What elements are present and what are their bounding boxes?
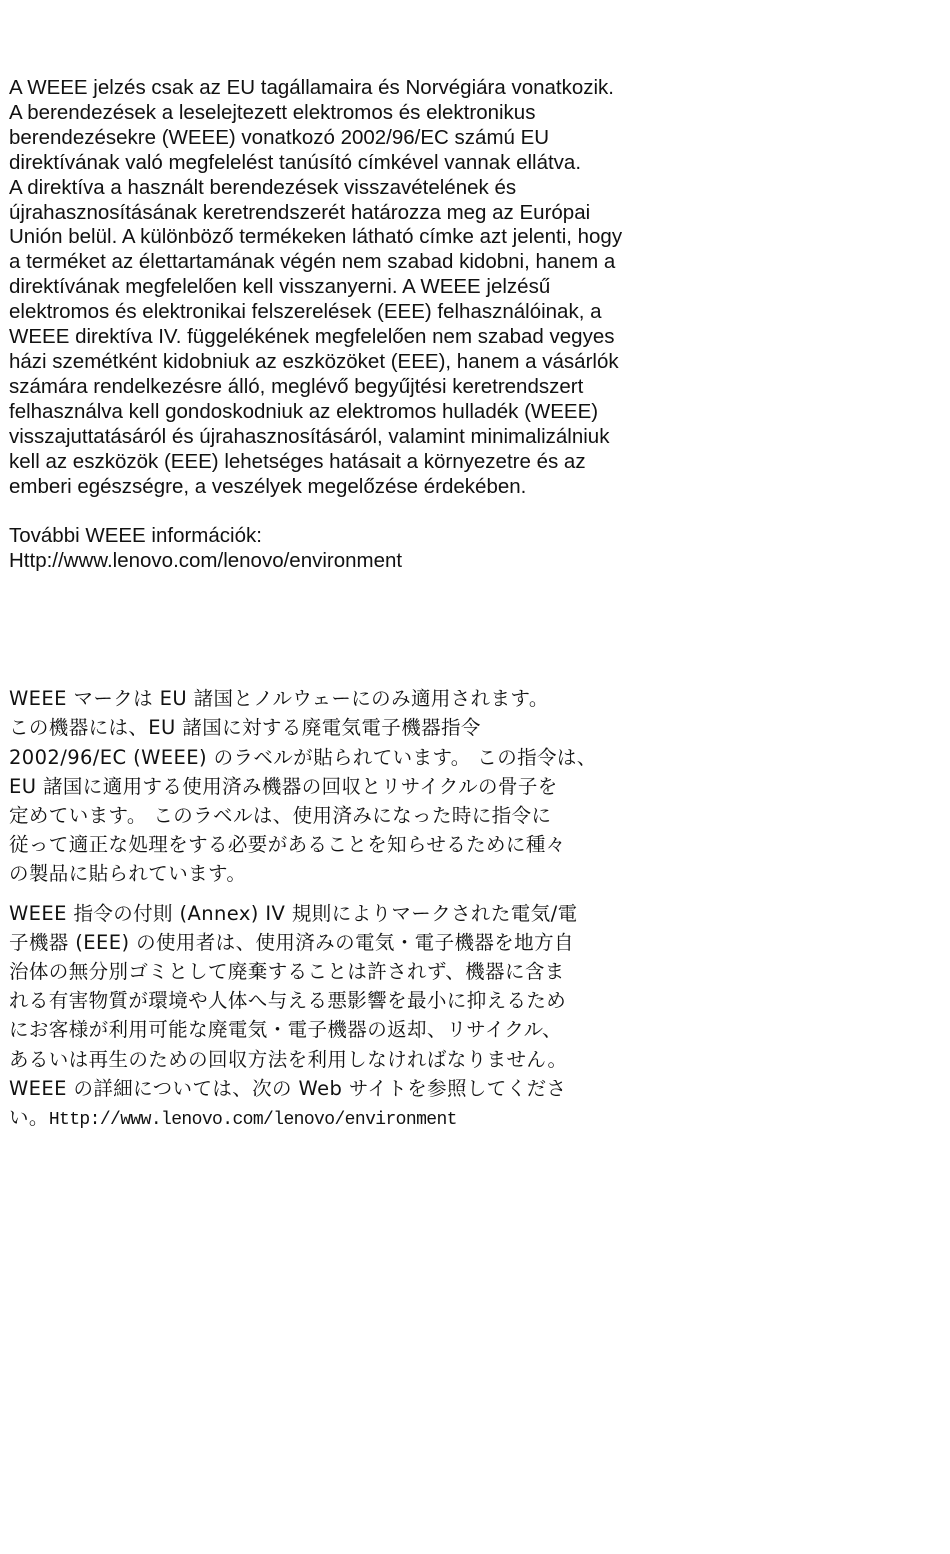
text-line: あるいは再生のための回収方法を利用しなければなりません。 bbox=[9, 1047, 568, 1071]
document-page bbox=[9, 76, 709, 1135]
environment-url: Http://www.lenovo.com/lenovo/environment bbox=[9, 549, 403, 573]
text-line: számára rendelkezésre álló, meglévő begyűjtési keretrendszert bbox=[9, 374, 584, 398]
japanese-weee-notice bbox=[9, 684, 709, 888]
text-line: 定めています。 このラベルは、使用済みになった時に指令に bbox=[9, 804, 552, 828]
japanese-annex-notice bbox=[9, 899, 709, 1136]
text-line: WEEE の詳細については、次の Web サイトを参照してくださ bbox=[9, 1076, 567, 1100]
environment-url: Http://www.lenovo.com/lenovo/environment bbox=[48, 1110, 457, 1131]
text-line bbox=[9, 1103, 709, 1135]
more-info-label: További WEEE információk: bbox=[9, 524, 262, 548]
text-line: a terméket az élettartamának végén nem szabad kidobni, hanem a bbox=[9, 250, 616, 274]
text-line: の製品に貼られています。 bbox=[9, 862, 247, 886]
text-line: felhasználva kell gondoskodniuk az elektromos hulladék (WEEE) bbox=[9, 399, 599, 423]
line-prefix: い。 bbox=[9, 1106, 49, 1130]
hungarian-weee-notice bbox=[9, 76, 709, 574]
text-line: 子機器 (EEE) の使用者は、使用済みの電気・電子機器を地方自 bbox=[9, 930, 574, 954]
text-line: elektromos és elektronikai felszerelések (EEE) felhasználóinak, a bbox=[9, 300, 602, 324]
text-line: WEEE 指令の付則 (Annex) IV 規則によりマークされた電気/電 bbox=[9, 901, 578, 925]
text-line: 2002/96/EC (WEEE) のラベルが貼られています。 この指令は、 bbox=[9, 745, 597, 769]
text-line: direktívának való megfelelést tanúsító címkével vannak ellátva. bbox=[9, 150, 582, 174]
text-line: にお客様が利用可能な廃電気・電子機器の返却、リサイクル、 bbox=[9, 1018, 562, 1042]
text-line: berendezésekre (WEEE) vonatkozó 2002/96/EC számú EU bbox=[9, 125, 550, 149]
text-line: A direktíva a használt berendezések visszavételének és bbox=[9, 175, 517, 199]
hungarian-paragraph bbox=[9, 76, 709, 499]
text-line: kell az eszközök (EEE) lehetséges hatásait a környezetre és az bbox=[9, 449, 586, 473]
text-line: A berendezések a leselejtezett elektromos és elektronikus bbox=[9, 100, 536, 124]
text-line: EU 諸国に適用する使用済み機器の回収とリサイクルの骨子を bbox=[9, 774, 558, 798]
text-line: WEEE direktíva IV. függelékének megfelelően nem szabad vegyes bbox=[9, 325, 615, 349]
text-line: házi szemétként kidobniuk az eszközöket (EEE), hanem a vásárlók bbox=[9, 349, 619, 373]
text-line: れる有害物質が環境や人体へ与える悪影響を最小に抑えるため bbox=[9, 989, 567, 1013]
text-line: Unión belül. A különböző termékeken látható címke azt jelenti, hogy bbox=[9, 225, 623, 249]
hungarian-more-info bbox=[9, 524, 709, 574]
text-line: A WEEE jelzés csak az EU tagállamaira és Norvégiára vonatkozik. bbox=[9, 76, 615, 99]
text-line: direktívának megfelelően kell visszanyerni. A WEEE jelzésű bbox=[9, 275, 551, 299]
text-line: 従って適正な処理をする必要があることを知らせるために種々 bbox=[9, 833, 566, 857]
text-line: 治体の無分別ゴミとして廃棄することは許されず、機器に含ま bbox=[9, 960, 565, 984]
text-line: visszajuttatásáról és újrahasznosításáról, valamint minimalizálniuk bbox=[9, 424, 610, 448]
text-line: この機器には、EU 諸国に対する廃電気電子機器指令 bbox=[9, 716, 481, 740]
text-line: újrahasznosításának keretrendszerét határozza meg az Európai bbox=[9, 200, 591, 224]
text-line: emberi egészségre, a veszélyek megelőzése érdekében. bbox=[9, 474, 527, 498]
text-line: WEEE マークは EU 諸国とノルウェーにのみ適用されます。 bbox=[9, 687, 549, 711]
